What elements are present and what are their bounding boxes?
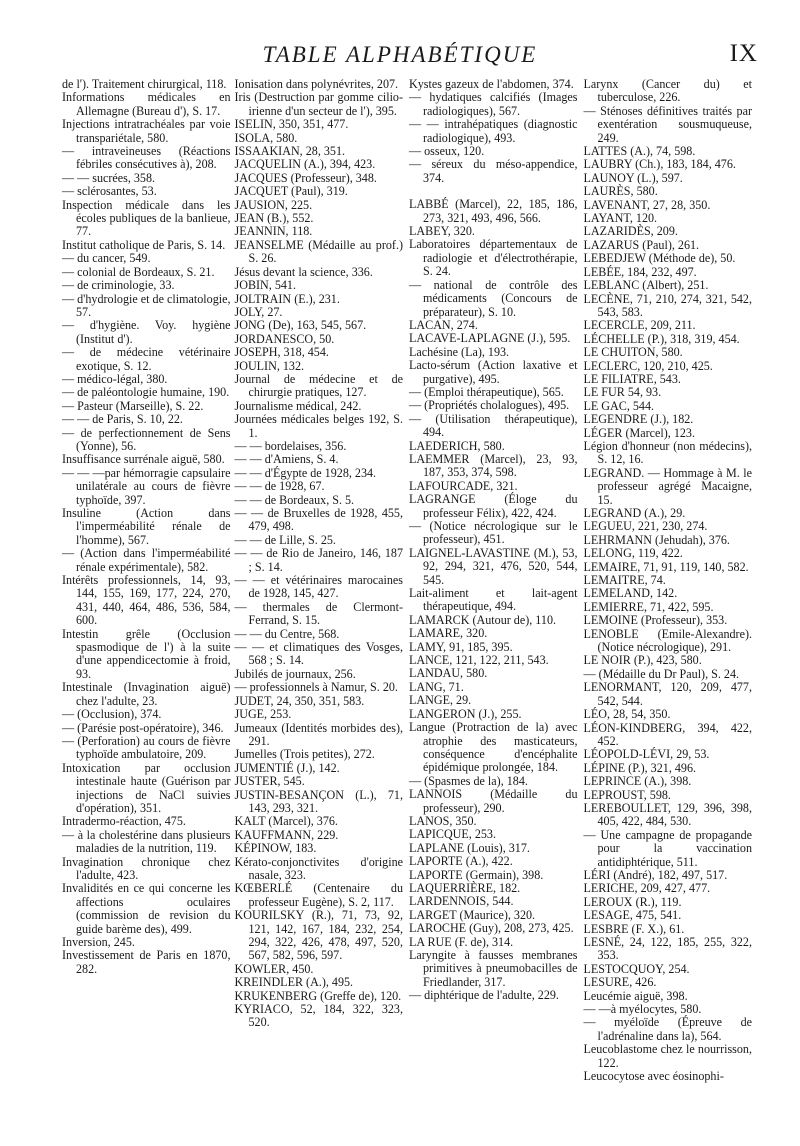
index-entry: LEMAITRE, 74.: [583, 573, 666, 588]
index-entry: LÉRI (André), 182, 497, 517.: [583, 867, 728, 882]
index-entry: Lait-aliment et lait-agent thérapeutique, 494.: [409, 586, 578, 614]
page-header: [0, 40, 800, 74]
index-entry: JORDANESCO, 50.: [234, 331, 335, 346]
index-entry: Jumelles (Trois petites), 272.: [234, 747, 375, 762]
index-entry: — intraveineuses (Réactions fébriles consécutives à), 208.: [62, 144, 231, 172]
index-entry: Laryngite à fausses membranes primitives à pneumobacilles de Friedlander, 317.: [409, 948, 578, 989]
index-entry: — à la cholestérine dans plusieurs maladies de la nutrition, 119.: [62, 827, 231, 856]
index-entry: — (Parésie post-opératoire), 346.: [62, 720, 224, 735]
index-entry: LABBÉ (Marcel), 22, 185, 186, 273, 321, 493, 496, 566.: [409, 197, 578, 225]
index-entry: — d'hygiène. Voy. hygiène (Institut d').: [62, 318, 231, 346]
index-entry: — Pasteur (Marseille), S. 22.: [62, 398, 204, 413]
index-columns: [62, 78, 752, 1083]
index-entry: LAZARIDÈS, 209.: [583, 224, 678, 239]
index-entry: LERICHE, 209, 427, 477.: [583, 881, 711, 896]
index-entry: LEBLANC (Albert), 251.: [583, 278, 709, 293]
index-entry: LAPORTE (A.), 422.: [409, 854, 513, 869]
index-entry: Intoxication par occlusion intestinale haute (Guérison par injections de NaCl suivies d'opération), 351.: [62, 760, 231, 815]
index-entry: LE FILIATRE, 543.: [583, 371, 681, 386]
index-entry: LANGE, 29.: [409, 693, 472, 708]
index-entry: — — —par hémorragie capsulaire unilatérale au cours de fièvre typhoïde, 397.: [62, 465, 231, 507]
index-entry: LANOS, 350.: [409, 813, 477, 828]
index-entry: — hydatiques calcifiés (Images radiologiques), 567.: [409, 90, 578, 118]
index-entry: KRUKENBERG (Greffe de), 120.: [234, 988, 402, 1003]
index-entry: LARDENNOIS, 544.: [409, 894, 514, 909]
index-entry: — — de Bruxelles de 1928, 455, 479, 498.: [234, 506, 403, 534]
index-entry: LANGERON (J.), 255.: [409, 706, 522, 721]
index-entry: LELONG, 119, 422.: [583, 546, 683, 561]
index-entry: — — et vétérinaires marocaines de 1928, 145, 427.: [234, 573, 403, 601]
index-entry: LEROUX (R.), 119.: [583, 894, 682, 909]
index-entry: LEGUEU, 221, 230, 274.: [583, 519, 708, 534]
index-entry: — — de Rio de Janeiro, 146, 187 ; S. 14.: [234, 546, 403, 574]
index-entry: JUSTER, 545.: [234, 774, 305, 789]
index-entry: LAROCHE (Guy), 208, 273, 425.: [409, 921, 574, 936]
index-entry: — (Notice nécrologique sur le professeur), 451.: [409, 519, 578, 547]
index-entry: LEMOINE (Professeur), 353.: [583, 613, 728, 628]
index-entry: LEBEDJEW (Méthode de), 50.: [583, 251, 736, 266]
index-entry: LAZARUS (Paul), 261.: [583, 237, 700, 252]
index-entry: JEANSELME (Médaille au prof.) S. 26.: [234, 237, 403, 266]
index-entry: KREINDLER (A.), 495.: [234, 975, 354, 990]
index-entry: JEANNIN, 118.: [234, 224, 313, 239]
index-entry: JAUSION, 225.: [234, 197, 313, 212]
index-entry: — médico-légal, 380.: [62, 371, 168, 386]
index-entry: Journalisme médical, 242.: [234, 398, 362, 413]
index-entry: Journal de médecine et de chirurgie pratiques, 127.: [234, 371, 403, 400]
index-entry: Lachésine (La), 193.: [409, 344, 510, 359]
index-entry: ISOLA, 580.: [234, 130, 298, 145]
index-entry: — du cancer, 549.: [62, 251, 151, 266]
index-entry: LÉOPOLD-LÉVI, 29, 53.: [583, 747, 710, 762]
index-entry: JUGE, 253.: [234, 707, 292, 722]
index-entry: ISELIN, 350, 351, 477.: [234, 117, 349, 132]
index-entry: — colonial de Bordeaux, S. 21.: [62, 264, 215, 279]
index-entry: LAPORTE (Germain), 398.: [409, 867, 544, 882]
index-entry: — (Utilisation thérapeutique), 494.: [409, 411, 578, 440]
index-entry: Kystes gazeux de l'abdomen, 374.: [409, 77, 574, 91]
index-entry: — (Action dans l'imperméabilité rénale expérimentale), 582.: [62, 546, 231, 574]
index-entry: — Sténoses définitives traités par exentération sousmuqueuse, 249.: [583, 103, 752, 145]
index-entry: de l'). Traitement chirurgical, 118.: [62, 77, 227, 91]
index-entry: LESTOCQUOY, 254.: [583, 961, 690, 976]
index-entry: LA RUE (F. de), 314.: [409, 934, 514, 949]
index-entry: Intestin grêle (Occlusion spasmodique de l') à la suite d'une appendicectomie à froid, 93.: [62, 626, 231, 681]
index-entry: JOSEPH, 318, 454.: [234, 345, 329, 360]
index-entry: LEMELAND, 142.: [583, 586, 678, 601]
index-entry: LAUBRY (Ch.), 183, 184, 476.: [583, 157, 736, 172]
index-entry: LANCE, 121, 122, 211, 543.: [409, 653, 549, 668]
page-number: IX: [729, 40, 758, 67]
index-entry: — Une campagne de propagande pour la vaccination antidiphtérique, 511.: [583, 827, 752, 869]
index-entry: — de paléontologie humaine, 190.: [62, 385, 230, 400]
index-entry: Leucocytose avec éosinophi-: [583, 1069, 724, 1084]
index-entry: Kérato-conjonctivites d'origine nasale, 323.: [234, 854, 403, 882]
index-entry: — de perfectionnement de Sens (Yonne), 56.: [62, 425, 231, 453]
index-entry: LECERCLE, 209, 211.: [583, 318, 696, 333]
index-entry: — national de contrôle des médicaments (Concours de préparateur), S. 10.: [409, 277, 578, 319]
index-entry: JEAN (B.), 552.: [234, 211, 314, 226]
index-entry: — — de Lille, S. 25.: [234, 532, 336, 547]
index-entry: Journées médicales belges 192, S. 1.: [234, 412, 403, 440]
index-entry: Iris (Destruction par gomme cilio-irienne d'un secteur de l'), 395.: [234, 90, 403, 118]
index-entry: LEGENDRE (J.), 182.: [583, 412, 694, 427]
index-entry: LEGRAND. — Hommage à M. le professeur agrégé Macaigne, 15.: [583, 465, 752, 507]
index-entry: — d'hydrologie et de climatologie, 57.: [62, 291, 231, 319]
index-column-1: [62, 78, 231, 1083]
index-entry: LÉCHELLE (P.), 318, 319, 454.: [583, 331, 740, 346]
index-entry: — (Propriétés cholalogues), 495.: [409, 398, 570, 413]
index-entry: Intérêts professionnels, 14, 93, 144, 155, 169, 177, 224, 270, 431, 440, 464, 486, 536, 584, 600.: [62, 573, 231, 628]
index-entry: Leucémie aiguë, 398.: [583, 988, 688, 1003]
index-entry: JUSTIN-BESANÇON (L.), 71, 143, 293, 321.: [234, 787, 403, 815]
index-entry: LAURÈS, 580.: [583, 184, 658, 199]
index-entry: — —à myélocytes, 580.: [583, 1002, 702, 1017]
index-entry: LACAVE-LAPLAGNE (J.), 595.: [409, 331, 571, 346]
index-entry: — — de Paris, S. 10, 22.: [62, 412, 183, 427]
index-entry: LAMARE, 320.: [409, 626, 488, 641]
index-entry: LANG, 71.: [409, 679, 464, 694]
index-entry: — diphtérique de l'adulte, 229.: [409, 988, 559, 1003]
index-entry: Lacto-sérum (Action laxative et purgative), 495.: [409, 358, 578, 386]
index-entry: Jésus devant la science, 336.: [234, 264, 373, 279]
index-entry: LAEDERICH, 580.: [409, 438, 505, 453]
index-entry: Insuline (Action dans l'imperméabilité rénale de l'homme), 567.: [62, 506, 231, 547]
index-entry: LEGRAND (A.), 29.: [583, 506, 686, 520]
index-entry: Laboratoires départementaux de radiologie et d'électrothérapie, S. 24.: [409, 237, 578, 279]
index-entry: Jubilés de journaux, 256.: [234, 666, 356, 681]
index-entry: LEPRINCE (A.), 398.: [583, 774, 692, 789]
index-entry: Intestinale (Invagination aiguë) chez l'adulte, 23.: [62, 680, 231, 708]
index-entry: Leucoblastome chez le nourrisson, 122.: [583, 1042, 752, 1070]
index-entry: LE CHUITON, 580.: [583, 345, 683, 360]
index-entry: — — bordelaises, 356.: [234, 438, 347, 453]
index-entry: LACAN, 274.: [409, 317, 478, 332]
index-column-4: [578, 78, 753, 1083]
index-entry: LÉGER (Marcel), 123.: [583, 425, 695, 440]
index-entry: LAVENANT, 27, 28, 350.: [583, 197, 711, 212]
index-entry: — — sucrées, 358.: [62, 170, 156, 185]
index-entry: — professionnels à Namur, S. 20.: [234, 680, 398, 695]
index-entry: KOURILSKY (R.), 71, 73, 92, 121, 142, 167, 184, 232, 254, 294, 322, 426, 478, 497, 520, 567, 582, 596, 597.: [234, 908, 403, 963]
index-entry: — sclérosantes, 53.: [62, 184, 157, 199]
index-entry: Informations médicales en Allemagne (Bureau d'), S. 17.: [62, 90, 231, 118]
index-entry: LÉON-KINDBERG, 394, 422, 452.: [583, 720, 752, 748]
index-entry: — — du Centre, 568.: [234, 626, 340, 641]
index-entry: — de médecine vétérinaire exotique, S. 12.: [62, 345, 231, 373]
index-entry: Intradermo-réaction, 475.: [62, 814, 186, 829]
index-entry: Inspection médicale dans les écoles publiques de la banlieue, 77.: [62, 197, 231, 239]
index-entry: JUDET, 24, 350, 351, 583.: [234, 693, 365, 708]
index-column-2: [231, 78, 404, 1083]
index-entry: LE NOIR (P.), 423, 580.: [583, 653, 702, 668]
index-entry: JUMENTIÉ (J.), 142.: [234, 760, 340, 775]
index-entry: JOBIN, 541.: [234, 278, 296, 293]
index-entry: JACQUES (Professeur), 348.: [234, 170, 377, 185]
index-entry: LESNÉ, 24, 122, 185, 255, 322, 353.: [583, 935, 752, 963]
index-entry: LENORMANT, 120, 209, 477, 542, 544.: [583, 680, 752, 708]
index-entry: LÉO, 28, 54, 350.: [583, 707, 671, 722]
index-entry: Injections intratrachéales par voie transpariétale, 580.: [62, 117, 231, 145]
index-entry: Investissement de Paris en 1870, 282.: [62, 948, 231, 976]
index-entry: LÉPINE (P.), 321, 496.: [583, 760, 697, 775]
index-entry: — (Médaille du Dr Paul), S. 24.: [583, 666, 740, 681]
index-entry: Langue (Protraction de la) avec atrophie des masticateurs, conséquence d'encéphalite épidémique prolongée, 184.: [409, 720, 578, 775]
index-entry: JACQUET (Paul), 319.: [234, 184, 348, 199]
index-entry: LAMARCK (Autour de), 110.: [409, 612, 557, 627]
index-entry: LABEY, 320.: [409, 224, 475, 239]
index-entry: LATTES (A.), 74, 598.: [583, 144, 696, 159]
index-entry: Larynx (Cancer du) et tuberculose, 226.: [583, 77, 752, 105]
index-entry: LAFOURCADE, 321.: [409, 478, 518, 493]
index-entry: LAIGNEL-LAVASTINE (M.), 53, 92, 294, 321, 476, 520, 544, 545.: [409, 545, 578, 587]
index-entry: KAUFFMANN, 229.: [234, 827, 339, 842]
page-title: TABLE ALPHABÉTIQUE: [262, 42, 538, 67]
index-entry: Ionisation dans polynévrites, 207.: [234, 77, 399, 91]
index-entry: LE GAC, 544.: [583, 398, 655, 413]
index-entry: JOLTRAIN (E.), 231.: [234, 291, 340, 306]
index-entry: — — et climatiques des Vosges, 568 ; S. 14.: [234, 640, 403, 668]
index-entry: — — d'Égypte de 1928, 234.: [234, 465, 377, 480]
index-entry: Jumeaux (Identités morbides des), 291.: [234, 720, 403, 748]
index-entry: Invagination chronique chez l'adulte, 423.: [62, 854, 231, 882]
index-entry: LENOBLE (Emile-Alexandre). (Notice nécrologique), 291.: [583, 626, 752, 655]
index-entry: ISSAAKIAN, 28, 351.: [234, 144, 346, 159]
index-entry: LEMIERRE, 71, 422, 595.: [583, 599, 714, 614]
index-entry: Institut catholique de Paris, S. 14.: [62, 237, 226, 252]
index-entry: KÉPINOW, 183.: [234, 841, 317, 856]
index-entry: LAGRANGE (Éloge du professeur Félix), 422, 424.: [409, 492, 578, 520]
index-entry: LESBRE (F. X.), 61.: [583, 921, 685, 936]
index-entry: LANDAU, 580.: [409, 666, 488, 681]
index-entry: LE FUR 54, 93.: [583, 385, 662, 400]
index-entry: LESURE, 426.: [583, 975, 657, 990]
index-entry: — — de Bordeaux, S. 5.: [234, 492, 355, 507]
index-column-3: [403, 78, 578, 1083]
index-entry: Insuffisance surrénale aiguë, 580.: [62, 452, 225, 467]
index-entry: — (Occlusion), 374.: [62, 707, 162, 722]
index-entry: LANNOIS (Médaille du professeur), 290.: [409, 787, 578, 815]
index-entry: LEREBOULLET, 129, 396, 398, 405, 422, 484, 530.: [583, 800, 752, 829]
index-entry: LAMY, 91, 185, 395.: [409, 639, 513, 654]
index-entry: Légion d'honneur (non médecins), S. 12, 16.: [583, 438, 752, 467]
index-entry: KOWLER, 450.: [234, 961, 314, 976]
index-entry: — myéloïde (Épreuve de l'adrénaline dans la), 564.: [583, 1015, 752, 1043]
index-entry: LAUNOY (L.), 597.: [583, 170, 683, 185]
index-entry: LAQUERRIÈRE, 182.: [409, 880, 521, 895]
index-entry: JACQUELIN (A.), 394, 423.: [234, 157, 376, 172]
index-entry: LESAGE, 475, 541.: [583, 908, 682, 923]
index-entry: LAPICQUE, 253.: [409, 827, 497, 842]
index-entry: JONG (De), 163, 545, 567.: [234, 318, 367, 333]
index-entry: KALT (Marcel), 376.: [234, 814, 338, 829]
index-entry: KYRIACO, 52, 184, 322, 323, 520.: [234, 1002, 403, 1030]
index-entry: LAYANT, 120.: [583, 211, 658, 226]
index-entry: LARGET (Maurice), 320.: [409, 907, 536, 922]
index-entry: — thermales de Clermont-Ferrand, S. 15.: [234, 599, 403, 628]
index-entry: LAPLANE (Louis), 317.: [409, 840, 530, 855]
index-entry: JOULIN, 132.: [234, 358, 305, 373]
index-entry: LEHRMANN (Jehudah), 376.: [583, 532, 730, 547]
index-entry: LECÈNE, 71, 210, 274, 321, 542, 543, 583.: [583, 291, 752, 319]
index-entry: — osseux, 120.: [409, 144, 485, 159]
index-entry: LAEMMER (Marcel), 23, 93, 187, 353, 374, 598.: [409, 451, 578, 480]
index-entry: LEBÉE, 184, 232, 497.: [583, 264, 697, 279]
index-entry: Invalidités en ce qui concerne les affections oculaires (commission de revision du guide barème des), 499.: [62, 881, 231, 936]
index-entry: KŒBERLÉ (Centenaire du professeur Eugène), S. 2, 117.: [234, 881, 403, 909]
index-entry: JOLY, 27.: [234, 304, 283, 319]
index-entry: — — d'Amiens, S. 4.: [234, 452, 339, 467]
index-entry: — (Spasmes de la), 184.: [409, 773, 528, 788]
index-entry: LECLERC, 120, 210, 425.: [583, 358, 713, 373]
index-entry: — — intrahépatiques (diagnostic radiologique), 493.: [409, 117, 578, 145]
index-entry: LEMAIRE, 71, 91, 119, 140, 582.: [583, 559, 749, 574]
index-entry: LEPROUST, 598.: [583, 787, 671, 802]
index-entry: — — de 1928, 67.: [234, 479, 325, 494]
index-entry: — de criminologie, 33.: [62, 278, 175, 293]
index-entry: — séreux du méso-appendice, 374.: [409, 157, 578, 185]
index-entry: — (Perforation) au cours de fièvre typhoïde ambulatoire, 209.: [62, 733, 231, 762]
index-entry: Inversion, 245.: [62, 935, 135, 949]
index-entry: — (Emploi thérapeutique), 565.: [409, 384, 564, 399]
